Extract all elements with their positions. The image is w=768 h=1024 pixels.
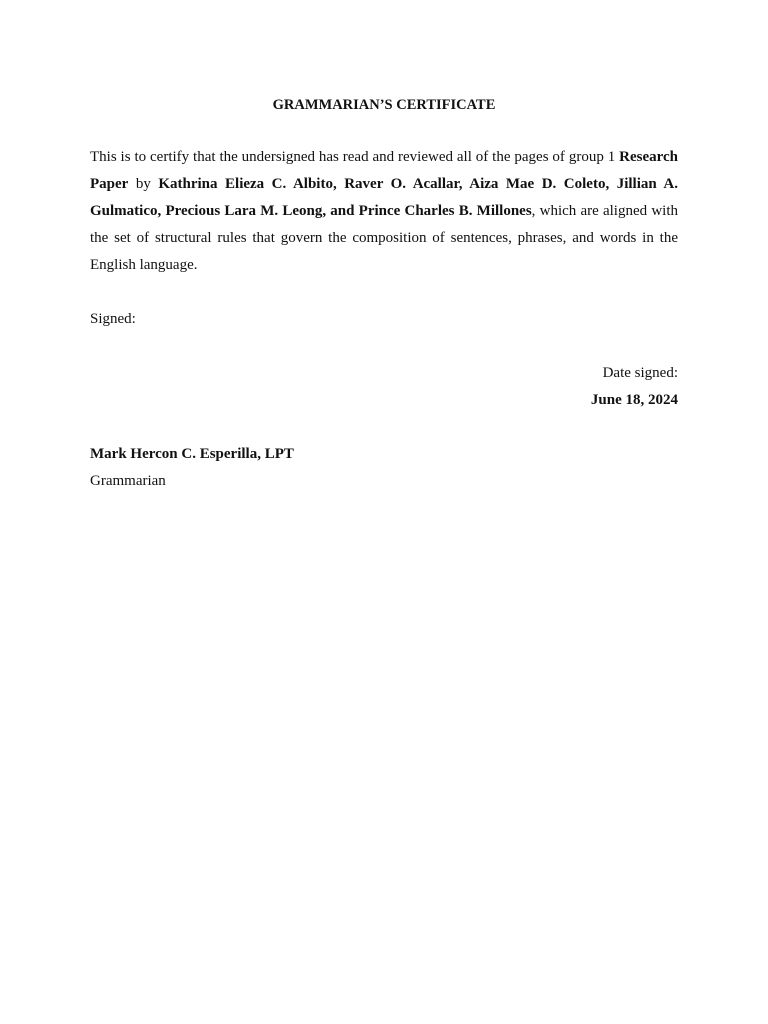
- signatory-name: Mark Hercon C. Esperilla, LPT: [90, 446, 294, 462]
- paragraph-intro: This is to certify that the undersigned has read and reviewed all of the pages of group 1: [90, 149, 620, 165]
- paper-type: Research Paper: [90, 149, 678, 192]
- certification-paragraph: [90, 144, 678, 279]
- date-block: [90, 360, 678, 414]
- authors-list: Kathrina Elieza C. Albito, Raver O. Acallar, Aiza Mae D. Coleto, Jillian A. Gulmatico, Precious Lara M. Leong, and Prince Charles B. Millones: [90, 176, 678, 219]
- certificate-title: GRAMMARIAN’S CERTIFICATE: [272, 97, 496, 113]
- signatory-block: [90, 441, 678, 495]
- paragraph-by: by: [128, 176, 159, 192]
- paragraph-rest: , which are aligned with the set of structural rules that govern the composition of sentences, phrases, and words in the English language.: [90, 203, 678, 273]
- date-value: June 18, 2024: [590, 392, 678, 408]
- date-label: Date signed:: [602, 365, 678, 381]
- signatory-role: Grammarian: [90, 473, 166, 489]
- signed-label: Signed:: [90, 311, 136, 327]
- certificate-content: [90, 92, 678, 495]
